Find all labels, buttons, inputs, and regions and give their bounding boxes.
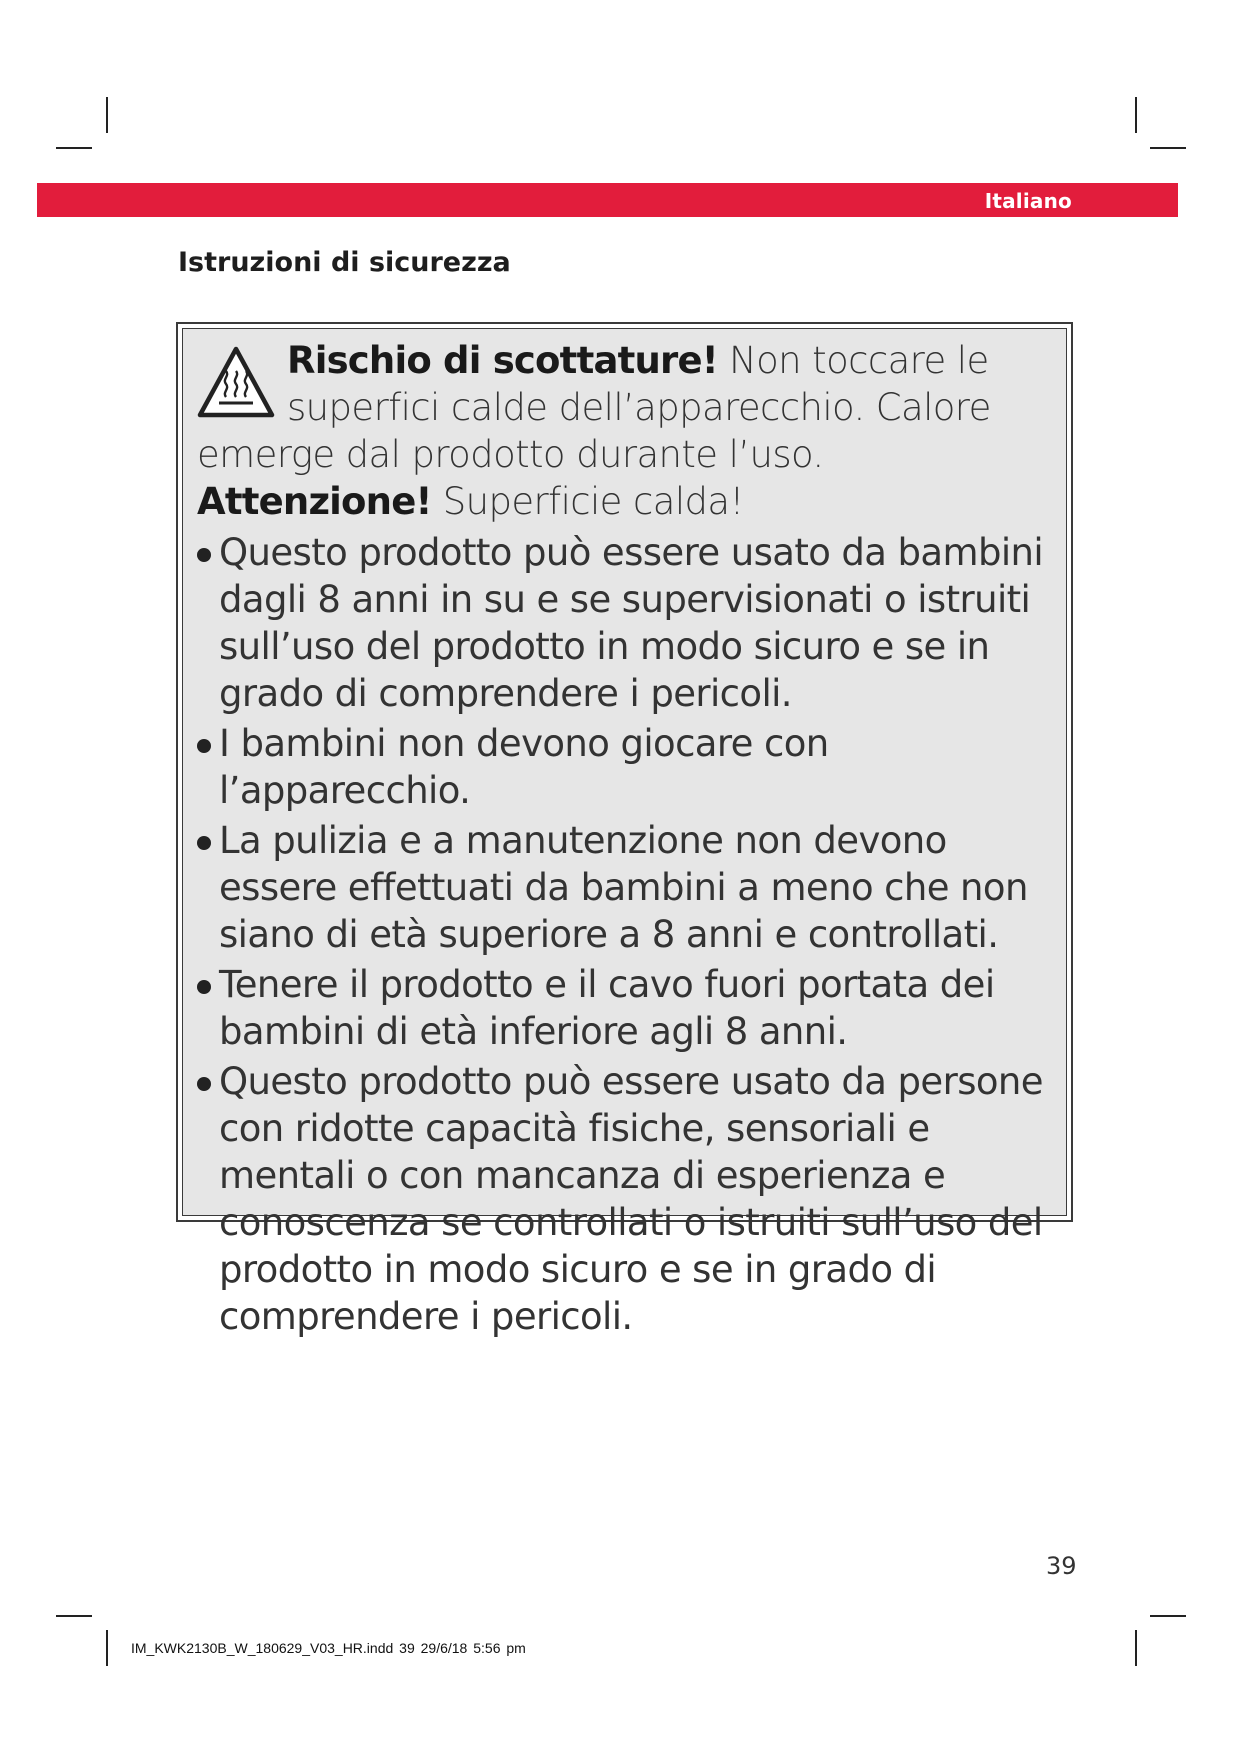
list-item — [197, 720, 1052, 814]
crop-mark-top-left-vertical — [106, 97, 108, 133]
list-item-text: Tenere il prodotto e il cavo fuori portata dei bambini di età inferiore agli 8 anni. — [219, 963, 995, 1053]
warning-text-2: Superficie calda! — [431, 480, 744, 523]
crop-mark-top-right-vertical — [1135, 97, 1137, 133]
warning-box-inner — [182, 328, 1067, 1338]
list-item-text: I bambini non devono giocare con l’apparecchio. — [219, 722, 829, 812]
print-slug: IM_KWK2130B_W_180629_V03_HR.indd 39 29/6/18 5:56 pm — [131, 1640, 526, 1656]
list-item-text: Questo prodotto può essere usato da bambini dagli 8 anni in su e se supervisionati o istruiti sull’uso del prodotto in modo sicuro e se in grado di comprendere i pericoli. — [219, 531, 1044, 715]
list-item — [197, 817, 1052, 958]
list-item — [197, 961, 1052, 1055]
crop-mark-bottom-left-horizontal — [56, 1615, 92, 1617]
list-item-text: Questo prodotto può essere usato da persone con ridotte capacità fisiche, sensoriali e mentali o con mancanza di esperienza e conoscenza se controllati o istruiti sull’uso del prodotto in modo sicuro e se in grado di comprendere i pericoli. — [219, 1060, 1043, 1338]
page-number: 39 — [1046, 1552, 1077, 1580]
warning-box — [176, 322, 1073, 1338]
section-title: Istruzioni di sicurezza — [178, 247, 511, 278]
hot-surface-warning-icon — [197, 345, 275, 421]
warning-bullet-list — [197, 529, 1052, 1340]
warning-text-1: Non toccare le superfici calde dell’apparecchio. Calore emerge dal prodotto durante l’uso. — [197, 339, 991, 476]
warning-lead-paragraph — [197, 337, 1052, 525]
bullet-icon — [197, 739, 211, 753]
crop-mark-top-right-horizontal — [1150, 147, 1186, 149]
bullet-icon — [197, 1077, 211, 1091]
warning-attention: Attenzione! — [197, 480, 432, 523]
bullet-icon — [197, 548, 211, 562]
bullet-icon — [197, 980, 211, 994]
warning-heading: Rischio di scottature! — [287, 339, 718, 382]
crop-mark-bottom-right-vertical — [1135, 1630, 1137, 1666]
crop-mark-bottom-left-vertical — [106, 1630, 108, 1666]
list-item — [197, 1058, 1052, 1340]
language-header-bar — [37, 183, 1178, 217]
list-item-text: La pulizia e a manutenzione non devono essere effettuati da bambini a meno che non siano di età superiore a 8 anni e controllati. — [219, 819, 1028, 956]
crop-mark-bottom-right-horizontal — [1150, 1615, 1186, 1617]
bullet-icon — [197, 836, 211, 850]
language-label: Italiano — [984, 189, 1072, 213]
crop-mark-top-left-horizontal — [56, 147, 92, 149]
list-item — [197, 529, 1052, 717]
